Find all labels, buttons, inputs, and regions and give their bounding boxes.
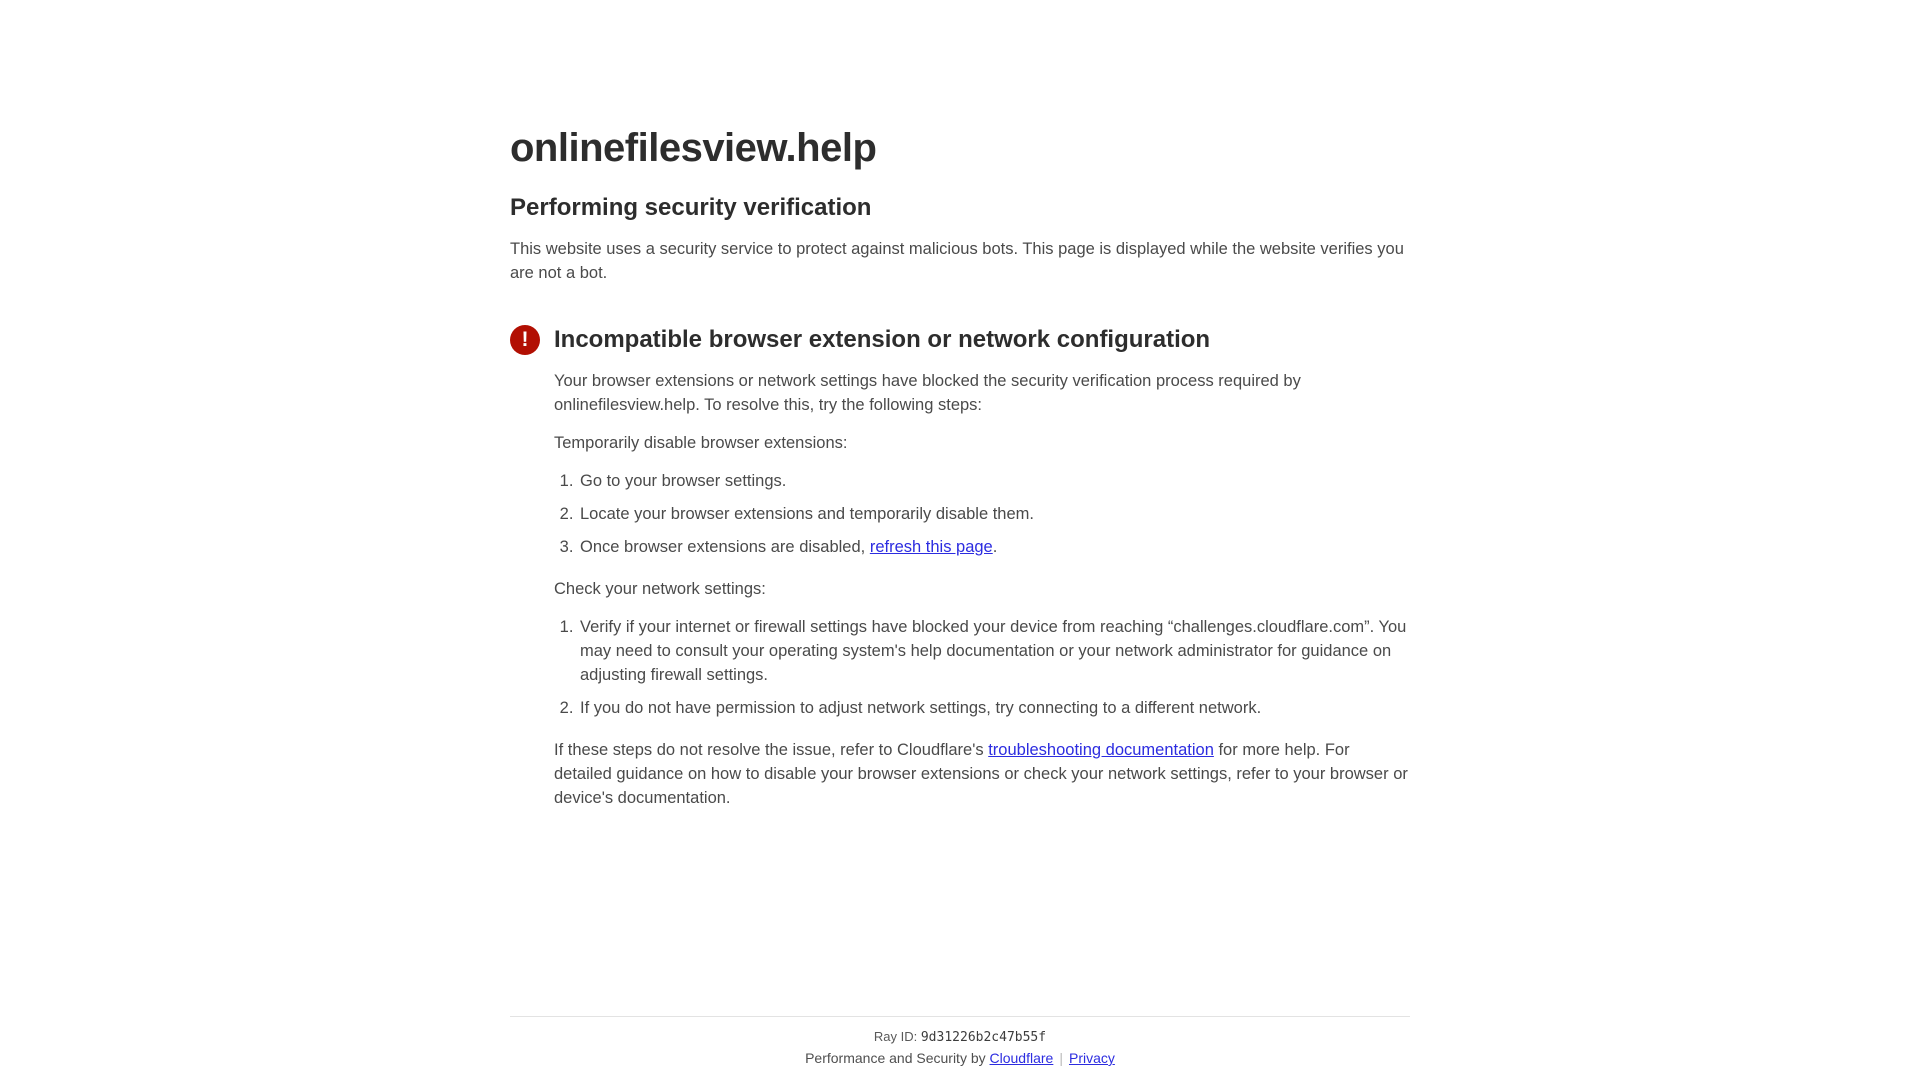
closing-text-before: If these steps do not resolve the issue, refer to Cloudflare's	[554, 741, 989, 759]
performance-line	[510, 1050, 1410, 1066]
ray-id-line	[510, 1029, 1410, 1045]
vertical-spacer	[0, 824, 1920, 1016]
refresh-page-link[interactable]: refresh this page	[869, 538, 993, 556]
footer-separator: |	[1059, 1050, 1063, 1066]
footer-content	[510, 1016, 1410, 1066]
step-text-before: Once browser extensions are disabled,	[580, 538, 870, 556]
network-settings-steps-list	[554, 615, 1410, 720]
step-item: 2. Locate your browser extensions and temporarily disable them.	[578, 502, 1410, 526]
site-domain-heading: onlinefilesview.help	[510, 126, 877, 170]
error-intro-text: Your browser extensions or network settings have blocked the security verification process required by onlinefilesview.help. To resolve this, try the following steps:	[554, 372, 1301, 414]
step-item: 1. Go to your browser settings.	[578, 469, 1410, 493]
cloudflare-link[interactable]: Cloudflare	[989, 1050, 1054, 1066]
error-section-header	[510, 325, 1410, 355]
performance-text: Performance and Security by	[805, 1050, 990, 1066]
step-item: 2. If you do not have permission to adjust network settings, try connecting to a different network.	[578, 696, 1410, 720]
closing-text-after: for more help. For detailed guidance on how to disable your browser extensions or check your network settings, refer to your browser or device's documentation.	[554, 741, 1408, 807]
page-status-heading: Performing security verification	[510, 194, 872, 221]
browser-extension-steps-list	[554, 469, 1410, 559]
steps-a-title: Temporarily disable browser extensions:	[554, 434, 848, 452]
step-item: 1. Verify if your internet or firewall settings have blocked your device from reaching “challenges.cloudflare.com”. You may need to consult your operating system's help documentation or your network administrator for guidance on adjusting firewall settings.	[578, 615, 1410, 687]
page-intro-text: This website uses a security service to protect against malicious bots. This page is displayed while the website verifies you are not a bot.	[510, 240, 1404, 282]
alert-exclamation-icon: !	[510, 325, 540, 355]
error-section-body	[554, 369, 1410, 810]
page-footer	[0, 1016, 1920, 1080]
error-section-heading: Incompatible browser extension or network configuration	[554, 326, 1211, 353]
privacy-link[interactable]: Privacy	[1068, 1050, 1115, 1066]
step-item	[578, 535, 1410, 559]
ray-id-label: Ray ID:	[873, 1029, 921, 1044]
closing-paragraph	[554, 738, 1410, 810]
troubleshooting-docs-link[interactable]: troubleshooting documentation	[988, 741, 1214, 759]
step-text-after: .	[992, 538, 998, 556]
error-section	[510, 325, 1410, 810]
main-content	[510, 0, 1410, 824]
steps-b-title: Check your network settings:	[554, 580, 766, 598]
ray-id-value: 9d31226b2c47b55f	[920, 1030, 1047, 1045]
